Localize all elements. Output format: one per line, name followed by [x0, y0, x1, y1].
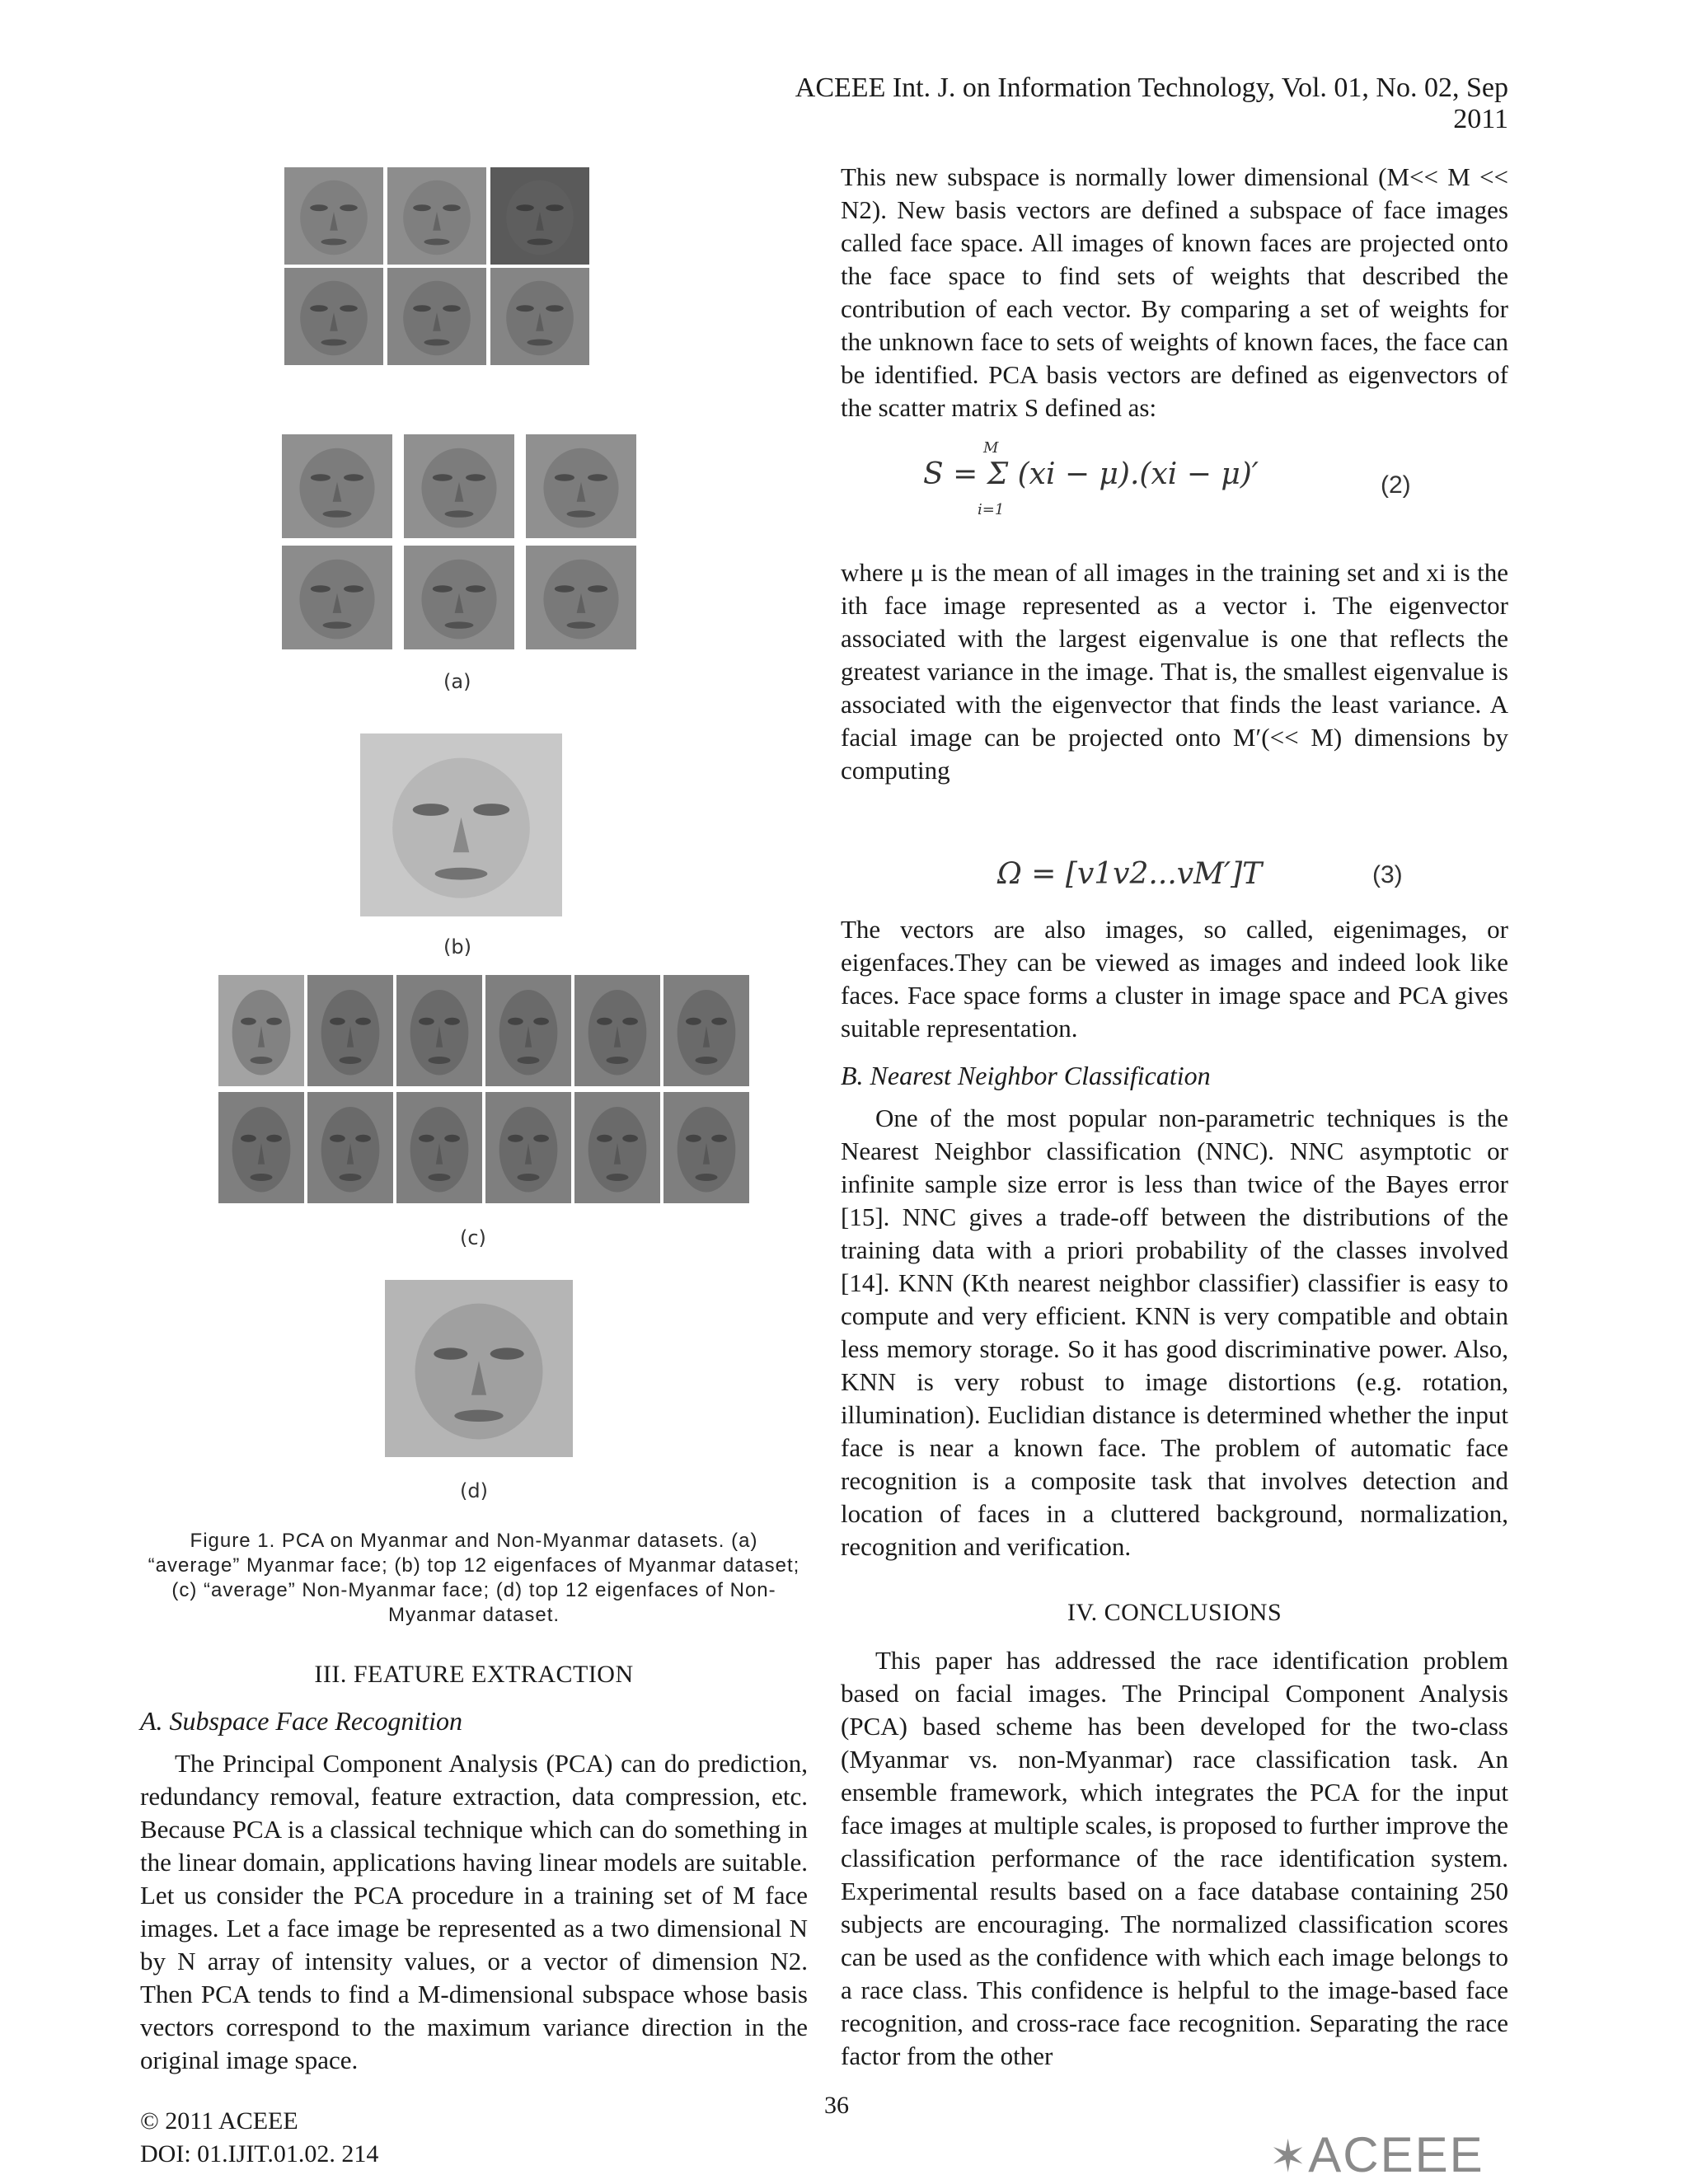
copyright: © 2011 ACEEE: [140, 2107, 298, 2135]
right-paragraph-4: One of the most popular non-parametric techniques is the Nearest Neighbor classification (NNC). NNC asymptotic or infinite sample size error is less than twice of the Bayes error [15]. NNC gives a trade-off between the distributions of the training data with a priori probability of the classes involved [14]. KNN (Kth nearest neighbor classifier) classifier is easy to compute and very efficient. KNN is very compatible and obtain less memory storage. So it has good discriminative power. Also, KNN is very robust to image distortions (e.g. rotation, illumination). Euclidian distance is determined whether the input face is near a known face. The problem of automatic face recognition is a composite task that involves detection and location of faces in a cluttered background, normalization, recognition and verification.: [841, 1104, 1508, 1561]
face-image: [284, 167, 383, 265]
eigenface-image: [396, 1092, 482, 1203]
eigenface-image: [307, 1092, 393, 1203]
figure-label-a: (a): [443, 670, 471, 693]
right-paragraph-1: This new subspace is normally lower dimensional (M<< M << N2). New basis vectors are defined a subspace of face images called face space. All images of known faces are projected onto the face space to find sets of weights that described the contribution of each vector. By comparing a set of weights for the unknown face to sets of weights of known faces, the face can be identified. PCA basis vectors are defined as eigenvectors of the scatter matrix S defined as:: [841, 162, 1508, 422]
figure-label-b: (b): [443, 935, 471, 958]
face-image: [404, 434, 514, 538]
subsection-b-heading: B. Nearest Neighbor Classification: [841, 1061, 1211, 1090]
page-number: 36: [824, 2092, 849, 2119]
face-image: [490, 268, 589, 365]
eigenface-image: [663, 1092, 749, 1203]
equation-3-number: (3): [1372, 861, 1403, 888]
face-image: [404, 546, 514, 649]
eigenface-image: [574, 975, 660, 1086]
eigenface-image: [218, 975, 304, 1086]
left-paragraph-1: The Principal Component Analysis (PCA) can do prediction, redundancy removal, feature extraction, data compression, etc. Because PCA is a classical technique which can do something in the linear domain, applications having linear models are suitable. Let us consider the PCA procedure in a training set of M face images. Let a face image be represented as a two dimensional N by N array of intensity values, or a vector of dimension N2. Then PCA tends to find a M-dimensional subspace whose basis vectors correspond to the maximum variance direction in the original image space.: [140, 1749, 808, 2074]
face-image: [526, 434, 636, 538]
face-image: [387, 268, 486, 365]
figure-label-d: (d): [460, 1479, 488, 1502]
eigenface-image: [663, 975, 749, 1086]
aceee-logo: ✶ACEEE: [1269, 2127, 1484, 2182]
figure-label-c: (c): [460, 1226, 486, 1249]
average-face-image: [385, 1280, 573, 1457]
average-face-image: [360, 733, 562, 916]
equation-2-number: (2): [1381, 471, 1411, 499]
face-image: [282, 546, 392, 649]
eigenface-image: [307, 975, 393, 1086]
star-logo-icon: ✶: [1269, 2132, 1309, 2182]
doi: DOI: 01.IJIT.01.02. 214: [140, 2140, 379, 2168]
equation-3: Ω = [v1v2...vM′]T: [997, 857, 1263, 891]
face-image: [526, 546, 636, 649]
face-image: [490, 167, 589, 265]
running-header: ACEEE Int. J. on Information Technology, Vol. 01, No. 02, Sep 2011: [795, 73, 1508, 134]
right-paragraph-2: where μ is the mean of all images in the training set and xi is the ith face image represented as a vector i. The eigenvector associated with the largest eigenvalue is one that reflects the greatest variance in the image. That is, the smallest eigenvalue is associated with the eigenvector that finds the least variance. A facial image can be projected onto M′(<< M) dimensions by computing: [841, 558, 1508, 785]
section-iii-heading: III. FEATURE EXTRACTION: [314, 1661, 634, 1688]
eigenface-image: [485, 975, 571, 1086]
figure-caption: Figure 1. PCA on Myanmar and Non-Myanmar datasets. (a) “average” Myanmar face; (b) top 12 eigenfaces of Myanmar dataset;(c) “average” Non-Myanmar face; (d) top 12 eigenfaces of Non-Myanmar dataset.: [148, 1530, 800, 1626]
face-image: [284, 268, 383, 365]
equation-2-sum-upper: M: [983, 439, 999, 457]
right-paragraph-5: This paper has addressed the race identification problem based on facial images. The Principal Component Analysis (PCA) based scheme has been developed for the two-class (Myanmar vs. non-Myanmar) race classification task. An ensemble framework, which integrates the PCA for the input face images at multiple scales, is proposed to further improve the classification performance of the race identification system. Experimental results based on a face database containing 250 subjects are encouraging. The normalized classification scores can be used as the confidence with which each image belongs to a race class. This confidence is helpful to the image-based face recognition, and cross-race face recognition. Separating the race factor from the other: [841, 1646, 1508, 2070]
eigenface-image: [485, 1092, 571, 1203]
eigenface-image: [574, 1092, 660, 1203]
eigenface-image: [218, 1092, 304, 1203]
equation-2-sum-lower: i=1: [978, 501, 1005, 518]
eigenface-image: [396, 975, 482, 1086]
face-image: [387, 167, 486, 265]
section-iv-heading: IV. CONCLUSIONS: [1067, 1599, 1282, 1626]
face-image: [282, 434, 392, 538]
equation-2: S = Σ (xi − μ).(xi − μ)′: [923, 457, 1259, 491]
subsection-a-heading: A. Subspace Face Recognition: [140, 1706, 462, 1736]
right-paragraph-3: The vectors are also images, so called, eigenimages, or eigenfaces.They can be viewed as images and indeed look like faces. Face space forms a cluster in image space and PCA gives suitable representation.: [841, 915, 1508, 1043]
